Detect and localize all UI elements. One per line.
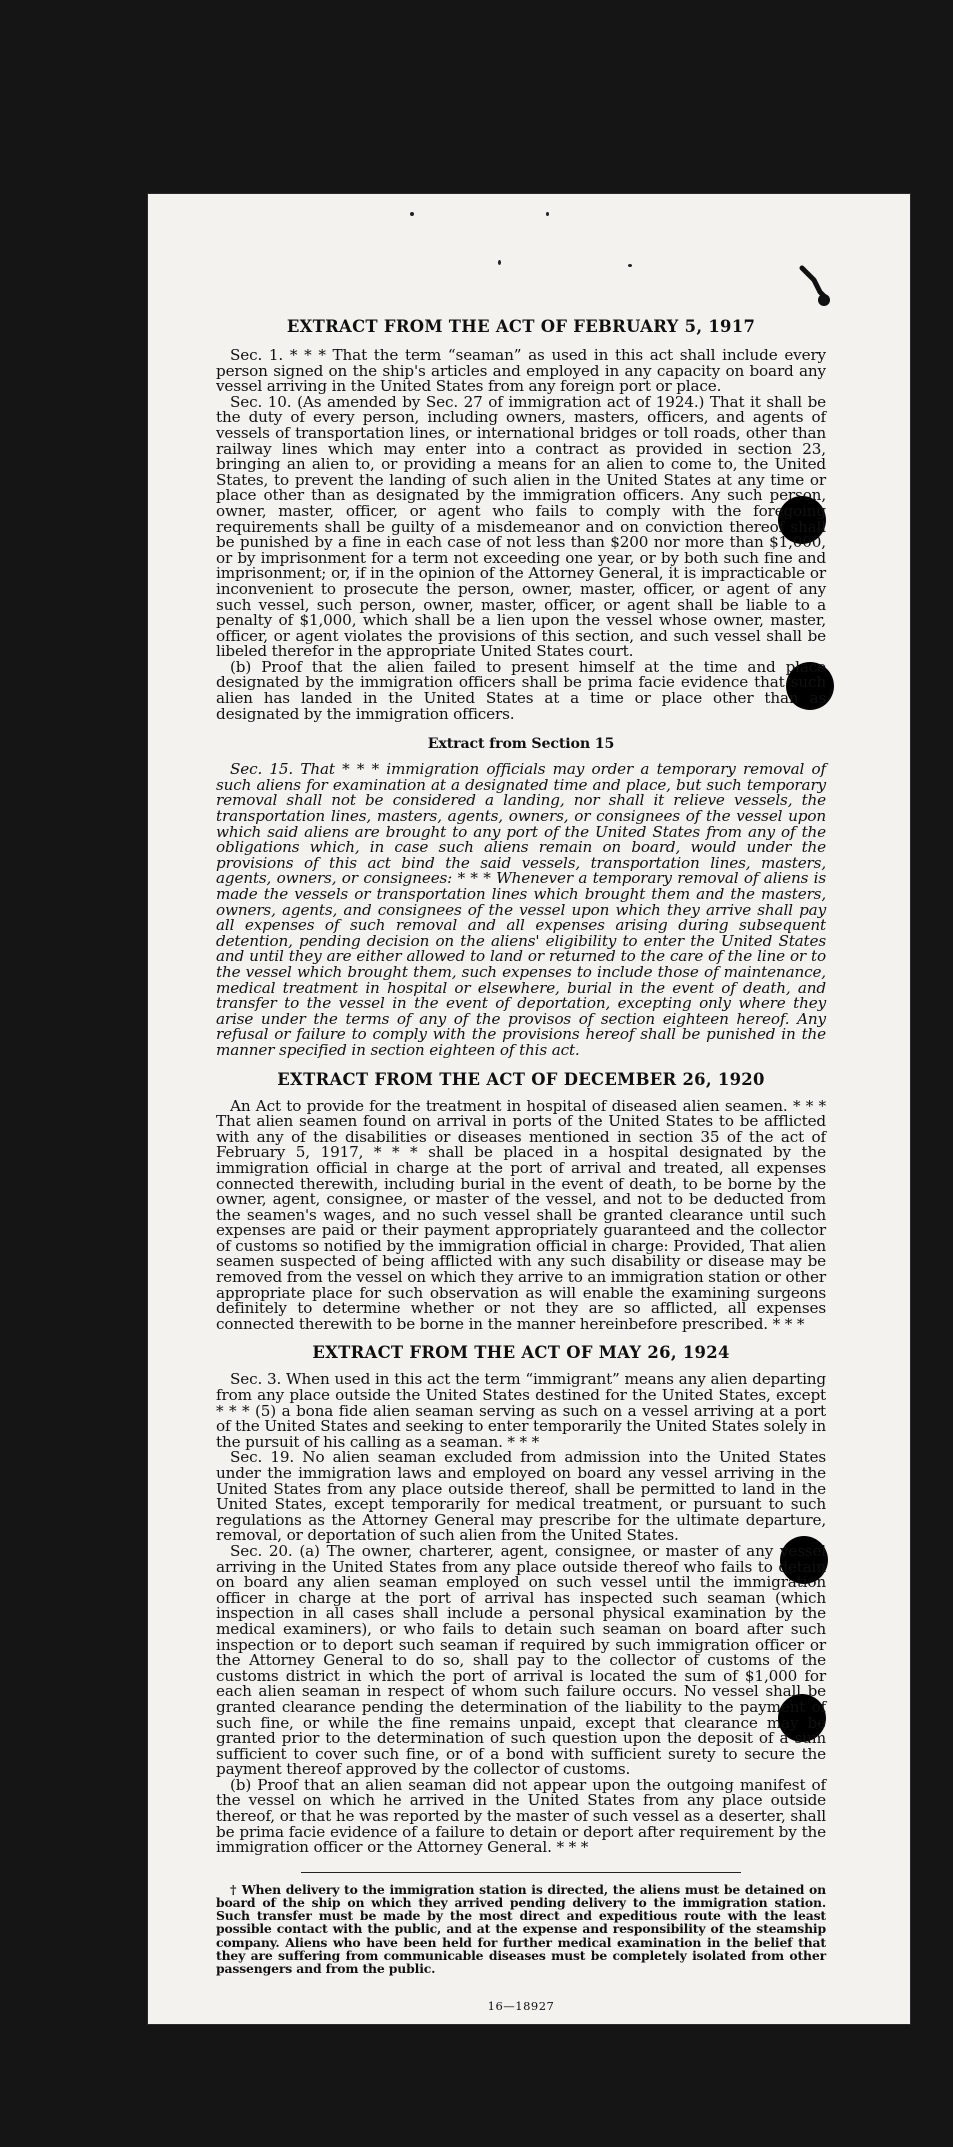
staple-mark bbox=[798, 264, 832, 308]
paragraph-sec-10: Sec. 10. (As amended by Sec. 27 of immigration act of 1924.) That it shall be the duty of every person, including owners, masters, officers, and agents of vessels of transportation lines, or international bridges or toll roads, other than railway lines which may enter into a contract as provided in section 23, bringing an alien to, or providing a means for an alien to come to, the United States, to prevent the landing of such alien in the United States at any time or place other than as designated by the immigration officers. Any such person, owner, master, officer, or agent who fails to comply with the foregoing requirements shall be guilty of a misdemeanor and on conviction thereof shall be punished by a fine in each case of not less than $200 nor more than $1,000, or by imprisonment for a term not exceeding one year, or by both such fine and imprisonment; or, if in the opinion of the Attorney General, it is impracticable or inconvenient to prosecute the person, owner, master, officer, or agent of any such vessel, such person, owner, master, officer, or agent shall be liable to a penalty of $1,000, which shall be a lien upon the vessel whose owner, master, officer, or agent violates the provisions of this section, and such vessel shall be libeled therefor in the appropriate United States court. bbox=[216, 392, 826, 661]
section-heading-section-15: Extract from Section 15 bbox=[427, 736, 615, 753]
paragraph-dec-1920-act: An Act to provide for the treatment in hospital of diseased alien seamen. * * * That alien seamen found on arrival in ports of the United States to be afflicted with any of the disabilities or diseases mentioned in section 35 of the act of February 5, 1917, * * * shall be placed in a hospital designated by the immigration official in charge at the port of arrival and treated, all expenses connected therewith, including burial in the event of death, to be borne by the owner, agent, consignee, or master of the vessel, and not to be deducted from the seamen's wages, and no such vessel shall be granted clearance until such expenses are paid or their payment appropriately guaranteed and the collector of customs so notified by the immigration official in charge: Provided, That alien seamen suspected of being afflicted with any such disability or disease may be removed from the vessel on which they arrive to an immigration station or other appropriate place for such observation as will enable the examining surgeons definitely to determine whether or not they are so afflicted, all expenses connected therewith to be borne in the manner hereinbefore prescribed. * * * bbox=[216, 1096, 826, 1333]
paragraph-sec-20-a: Sec. 20. (a) The owner, charterer, agent, consignee, or master of any vessel arriving in the United States from any place outside thereof who fails to detain on board any alien seaman employed on such vessel until the immigration officer in charge at the port of arrival has inspected such seaman (which inspection in all cases shall include a personal physical examination by the medical examiners), or who fails to detain such seaman on board after such inspection or to deport such seaman if required by such immigration officer or the Attorney General to do so, shall pay to the collector of customs of the customs district in which the port of arrival is located the sum of $1,000 for each alien seaman in respect of whom such failure occurs. No vessel shall be granted clearance pending the determination of the liability to the payment of such fine, or while the fine remains unpaid, except that clearance may be granted prior to the determination of such question upon the deposit of a sum sufficient to cover such fine, or of a bond with sufficient surety to secure the payment thereof approved by the collector of customs. bbox=[216, 1541, 826, 1779]
section-heading-may-1924: EXTRACT FROM THE ACT OF MAY 26, 1924 bbox=[312, 1343, 730, 1363]
document-body bbox=[216, 318, 826, 2015]
paragraph-sec-15: Sec. 15. That * * * immigration officials may order a temporary removal of such aliens for examination at a designated time and place, but such temporary removal shall not be considered a landing, nor shall it relieve vessels, the transportation lines, masters, agents, owners, or consignees of the vessel upon which said aliens are brought to any port of the United States from any of the obligations which, in case such aliens remain on board, would under the provisions of this act bind the said vessels, transportation lines, masters, agents, owners, or consignees: * * * Whenever a temporary removal of aliens is made the vessels or transportation lines which brought them and the masters, owners, agents, and consignees of the vessel upon which they arrive shall pay all expenses of such removal and all expenses arising during subsequent detention, pending decision on the aliens' eligibility to enter the United States and until they are either allowed to land or returned to the care of the line or to the vessel which brought them, such expenses to include those of maintenance, medical treatment in hospital or elsewhere, burial in the event of death, and transfer to the vessel in the event of deportation, excepting only where they arise under the terms of any of the provisos of section eighteen hereof. Any refusal or failure to comply with the provisions hereof shall be punished in the manner specified in section eighteen of this act. bbox=[216, 760, 826, 1059]
paragraph-sec-3: Sec. 3. When used in this act the term “immigrant” means any alien departing from any place outside the United States destined for the United States, except * * * (5) a bona fide alien seaman serving as such on a vessel arriving at a port of the United States and seeking to enter temporarily the United States solely in the pursuit of his calling as a seaman. * * * bbox=[216, 1370, 826, 1451]
section-heading-feb-1917: EXTRACT FROM THE ACT OF FEBRUARY 5, 1917 bbox=[286, 317, 756, 336]
footnote: † When delivery to the immigration station is directed, the aliens must be detained on board of the ship on which they arrived pending delivery to the immigration station. Such transfer must be made by the most direct and expeditious route with the least possible contact with the public, and at the expense and responsibility of the steamship company. Aliens who have been held for further medical examination in the belief that they are suffering from communicable diseases must be completely isolated from other passengers and from the public. bbox=[216, 1881, 826, 1977]
footnote-divider bbox=[301, 1872, 741, 1873]
paragraph-sec-20-b: (b) Proof that an alien seaman did not appear upon the outgoing manifest of the vessel on which he arrived in the United States from any place outside thereof, or that he was reported by the master of such vessel as a deserter, shall be prima facie evidence of a failure to detain or deport after requirement by the immigration officer or the Attorney General. * * * bbox=[216, 1775, 826, 1857]
document-page bbox=[148, 194, 910, 2024]
form-number: 16—18927 bbox=[487, 1999, 555, 2014]
paragraph-sec-10-b: (b) Proof that the alien failed to present himself at the time and place designated by the immigration officers shall be prima facie evidence that such alien has landed in the United States at a time or place other than as designated by the immigration officers. bbox=[216, 657, 826, 723]
paragraph-sec-1: Sec. 1. * * * That the term “seaman” as used in this act shall include every person signed on the ship's articles and employed in any capacity on board any vessel arriving in the United States from any foreign port or place. bbox=[216, 346, 826, 396]
paragraph-sec-19: Sec. 19. No alien seaman excluded from admission into the United States under the immigration laws and employed on board any vessel arriving in the United States from any place outside thereof, shall be permitted to land in the United States, except temporarily for medical treatment, or pursuant to such regulations as the Attorney General may prescribe for the ultimate departure, removal, or deportation of such alien from the United States. bbox=[216, 1448, 826, 1545]
section-heading-dec-1920: EXTRACT FROM THE ACT OF DECEMBER 26, 1920 bbox=[277, 1069, 765, 1089]
